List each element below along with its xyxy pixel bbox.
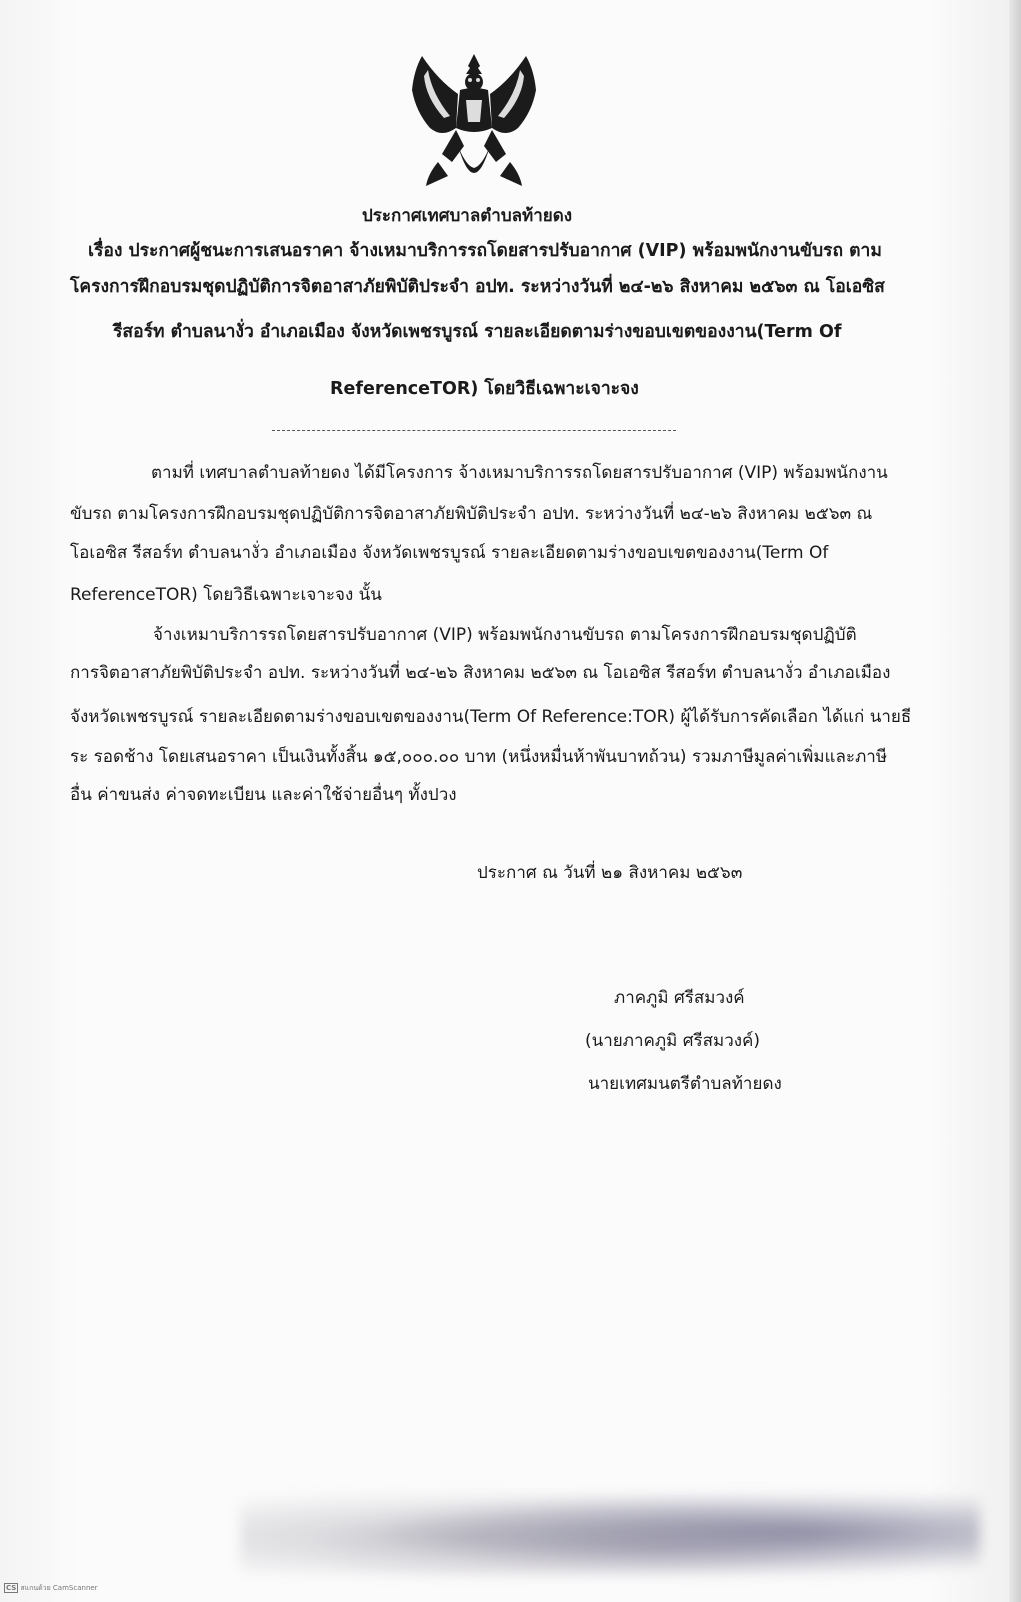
page-edge-shadow	[1009, 0, 1021, 1602]
paragraph1-line-3: โอเอซิส รีสอร์ท ตำบลนางั่ว อำเภอเมือง จังหวัดเพชรบูรณ์ รายละเอียดตามร่างขอบเขตของงาน(Term Of	[70, 543, 829, 563]
paragraph1-line-1: ตามที่ เทศบาลตำบลท้ายดง ได้มีโครงการ จ้างเหมาบริการรถโดยสารปรับอากาศ (VIP) พร้อมพนักงาน	[151, 463, 888, 483]
scanner-watermark: CS สแกนด้วย CamScanner	[6, 1584, 98, 1592]
paragraph1-line-4: ReferenceTOR) โดยวิธีเฉพาะเจาะจง นั้น	[70, 585, 382, 605]
paragraph2-line-3: จังหวัดเพชรบูรณ์ รายละเอียดตามร่างขอบเขตของงาน(Term Of Reference:TOR) ผู้ได้รับการคัดเลือก ได้แก่ นายธี	[70, 707, 912, 727]
announcement-title: ประกาศเทศบาลตำบลท้ายดง	[362, 206, 573, 226]
announce-date: ประกาศ ณ วันที่ ๒๑ สิงหาคม ๒๕๖๓	[477, 863, 743, 883]
paragraph1-line-2: ขับรถ ตามโครงการฝึกอบรมชุดปฏิบัติการจิตอาสาภัยพิบัติประจำ อปท. ระหว่างวันที่ ๒๔-๒๖ สิงหาคม ๒๕๖๓ ณ	[70, 504, 873, 524]
scan-smudge	[240, 1480, 980, 1575]
subject-line-4: ReferenceTOR) โดยวิธีเฉพาะเจาะจง	[330, 379, 639, 399]
garuda-emblem-icon	[408, 50, 540, 198]
paragraph2-line-4: ระ รอดช้าง โดยเสนอราคา เป็นเงินทั้งสิ้น ๑๕,๐๐๐.๐๐ บาท (หนึ่งหมื่นห้าพันบาทถ้วน) รวมภาษีมูลค่าเพิ่มและภาษี	[70, 747, 888, 767]
signatory-full-name: (นายภาคภูมิ ศรีสมวงค์)	[585, 1031, 761, 1051]
signed-name: ภาคภูมิ ศรีสมวงค์	[614, 988, 745, 1008]
paragraph2-line-5: อื่น ค่าขนส่ง ค่าจดทะเบียน และค่าใช้จ่ายอื่นๆ ทั้งปวง	[70, 785, 457, 805]
subject-line-3: รีสอร์ท ตำบลนางั่ว อำเภอเมือง จังหวัดเพชรบูรณ์ รายละเอียดตามร่างขอบเขตของงาน(Term Of	[113, 322, 842, 342]
paragraph2-line-2: การจิตอาสาภัยพิบัติประจำ อปท. ระหว่างวันที่ ๒๔-๒๖ สิงหาคม ๒๕๖๓ ณ โอเอซิส รีสอร์ท ตำบลนางั่ว อำเภอเมือง	[70, 663, 891, 683]
signatory-position: นายเทศมนตรีตำบลท้ายดง	[588, 1074, 782, 1094]
paragraph2-line-1: จ้างเหมาบริการรถโดยสารปรับอากาศ (VIP) พร้อมพนักงานขับรถ ตามโครงการฝึกอบรมชุดปฏิบัติ	[153, 625, 857, 645]
subject-line-2: โครงการฝึกอบรมชุดปฏิบัติการจิตอาสาภัยพิบัติประจำ อปท. ระหว่างวันที่ ๒๔-๒๖ สิงหาคม ๒๕๖๓ ณ โอเอซิส	[70, 277, 885, 297]
subject-line-1: เรื่อง ประกาศผู้ชนะการเสนอราคา จ้างเหมาบริการรถโดยสารปรับอากาศ (VIP) พร้อมพนักงานขับรถ ตาม	[88, 241, 882, 261]
separator-dashes	[272, 430, 676, 431]
